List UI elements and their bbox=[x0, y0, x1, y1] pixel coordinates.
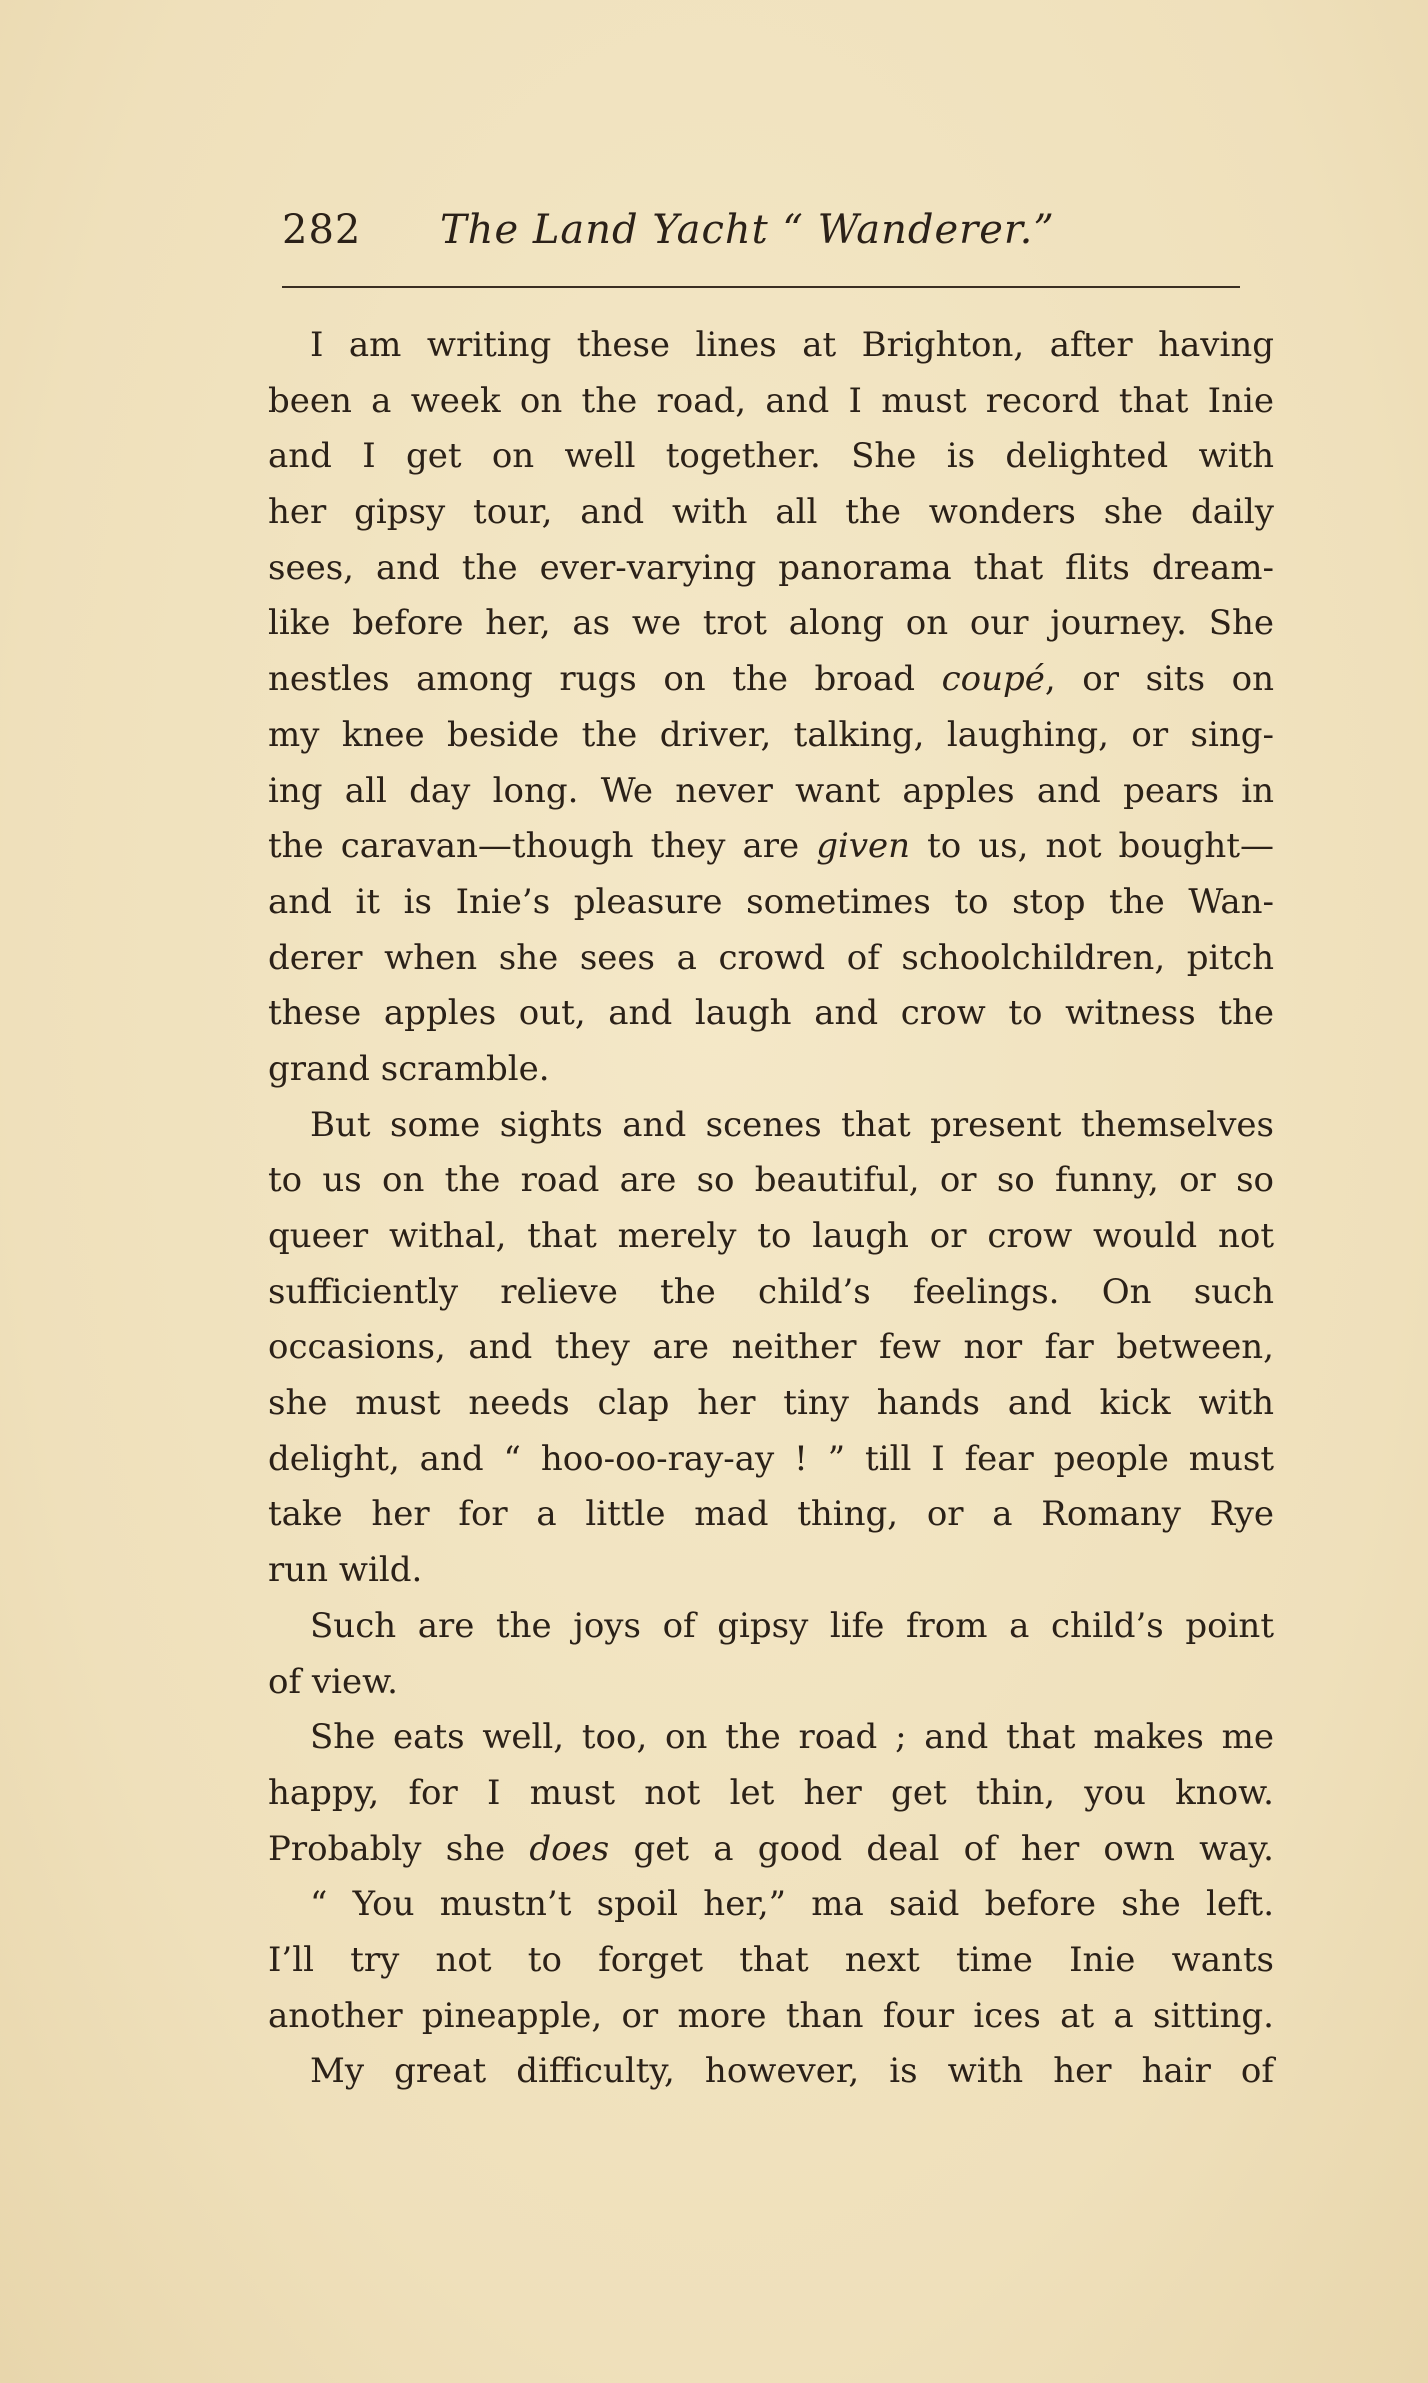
italic-word: does bbox=[529, 1828, 610, 1869]
text-line: occasions, and they are neither few nor far between, bbox=[268, 1327, 1274, 1368]
text-line: run wild. bbox=[268, 1550, 423, 1591]
text-line: queer withal, that merely to laugh or crow would not bbox=[268, 1216, 1274, 1256]
text-line: take her for a little mad thing, or a Romany Rye bbox=[268, 1494, 1274, 1535]
text-segment: , or sits on bbox=[1044, 659, 1274, 700]
text-segment: Probably she bbox=[268, 1828, 530, 1869]
header-rule bbox=[282, 286, 1240, 288]
text-line: happy, for I must not let her get thin, you know. bbox=[268, 1772, 1274, 1813]
text-line: and I get on well together. She is delighted with bbox=[268, 436, 1274, 477]
text-line: delight, and “ hoo-oo-ray-ay ! ” till I fear people must bbox=[268, 1438, 1274, 1479]
text-line: She eats well, too, on the road ; and that makes me bbox=[310, 1717, 1274, 1758]
text-line: and it is Inie’s pleasure sometimes to stop the Wan- bbox=[268, 881, 1274, 922]
text-line: ing all day long. We never want apples and pears in bbox=[268, 770, 1274, 811]
text-line: her gipsy tour, and with all the wonders she daily bbox=[268, 492, 1274, 533]
text-line: sufficiently relieve the child’s feelings. On such bbox=[268, 1271, 1274, 1312]
text-segment: to us, not bought— bbox=[910, 826, 1274, 867]
text-line bbox=[268, 652, 1274, 708]
italic-word: coupé bbox=[941, 659, 1045, 700]
text-segment: the caravan—though they are bbox=[268, 826, 817, 867]
text-line: another pineapple, or more than four ices at a sitting. bbox=[268, 1995, 1274, 2036]
text-line: My great difficulty, however, is with her hair of bbox=[310, 2051, 1274, 2092]
page-number: 282 bbox=[282, 207, 362, 253]
text-line bbox=[268, 1822, 1274, 1878]
text-line: to us on the road are so beautiful, or so funny, or so bbox=[268, 1160, 1274, 1201]
text-line: my knee beside the driver, talking, laughing, or sing- bbox=[268, 714, 1274, 755]
italic-word: given bbox=[816, 826, 911, 867]
text-line: like before her, as we trot along on our journey. She bbox=[268, 603, 1274, 644]
text-line: sees, and the ever-varying panorama that flits dream- bbox=[268, 547, 1274, 588]
text-line: But some sights and scenes that present themselves bbox=[310, 1104, 1274, 1145]
text-line: I am writing these lines at Brighton, after having bbox=[310, 325, 1274, 365]
text-segment: nestles among rugs on the broad bbox=[268, 659, 942, 700]
text-line: “ You mustn’t spoil her,” ma said before she left. bbox=[310, 1884, 1274, 1925]
running-title: The Land Yacht “ Wanderer.” bbox=[440, 207, 1055, 253]
text-line: Such are the joys of gipsy life from a child’s point bbox=[310, 1605, 1274, 1646]
text-line: I’ll try not to forget that next time Inie wants bbox=[268, 1939, 1274, 1980]
text-line: grand scramble. bbox=[268, 1048, 550, 1089]
body-text bbox=[268, 318, 1274, 2100]
text-segment: get a good deal of her own way. bbox=[609, 1828, 1274, 1869]
text-line: been a week on the road, and I must record that Inie bbox=[268, 380, 1274, 421]
text-line: derer when she sees a crowd of schoolchildren, pitch bbox=[268, 937, 1274, 978]
text-line: these apples out, and laugh and crow to witness the bbox=[268, 993, 1274, 1034]
text-line: she must needs clap her tiny hands and kick with bbox=[268, 1383, 1274, 1424]
page-header bbox=[282, 200, 1242, 260]
text-line bbox=[268, 819, 1274, 875]
text-line: of view. bbox=[268, 1661, 398, 1702]
